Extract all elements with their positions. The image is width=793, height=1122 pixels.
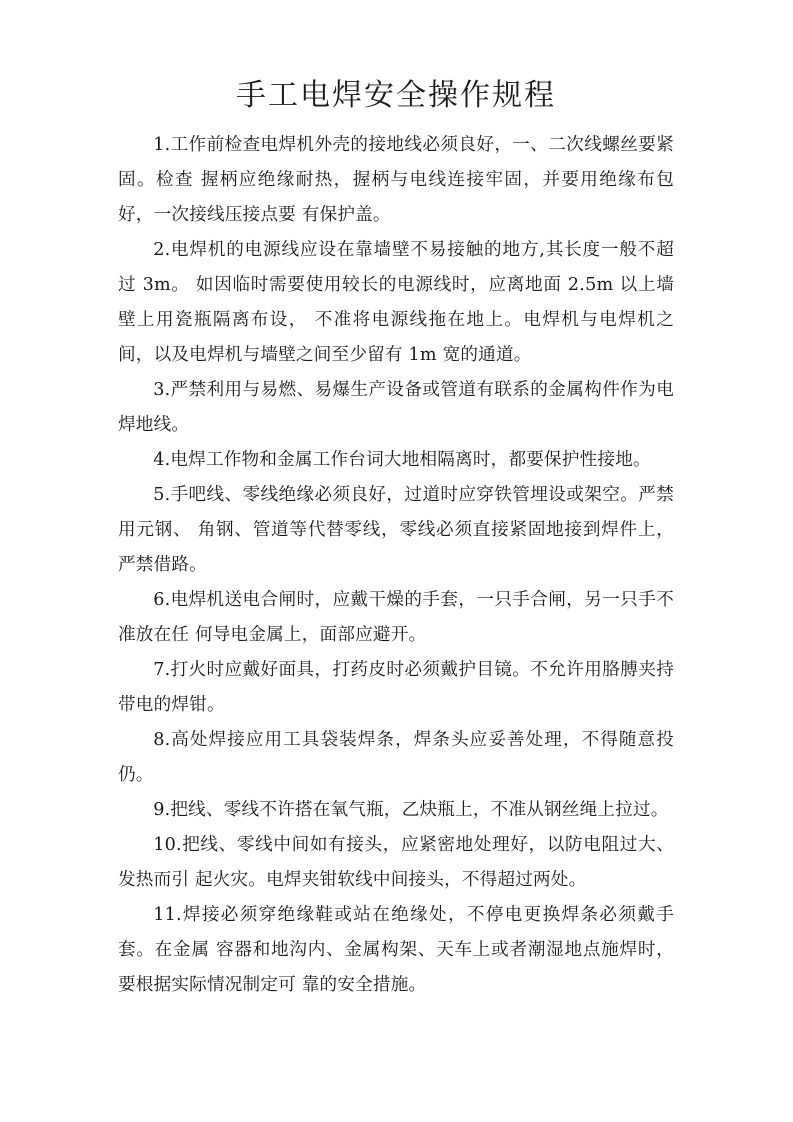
rule-paragraph-8: 8.高处焊接应用工具袋装焊条，焊条头应妥善处理，不得随意投仍。 [118,730,674,785]
rule-paragraph-9: 9.把线、零线不许搭在氧气瓶，乙炔瓶上，不准从钢丝绳上拉过。 [153,800,669,820]
rule-paragraph-7: 7.打火时应戴好面具，打药皮时必须戴护目镜。不允许用胳膊夹持带电的焊钳。 [118,660,674,715]
rule-paragraph-6: 6.电焊机送电合闸时，应戴干燥的手套，一只手合闸，另一只手不准放在任 何导电金属上，面部应避开。 [118,590,674,645]
rule-paragraph-1: 1.工作前检查电焊机外壳的接地线必须良好，一、二次线螺丝要紧固。检查 握柄应绝缘耐热，握柄与电线连接牢固，并要用绝缘布包好，一次接线压接点要 有保护盖。 [118,135,674,225]
rule-paragraph-10: 10.把线、零线中间如有接头，应紧密地处理好，以防电阻过大、发热而引 起火灾。电焊夹钳软线中间接头，不得超过两处。 [118,835,674,890]
document-page [118,72,674,1003]
rule-paragraph-3: 3.严禁利用与易燃、易爆生产设备或管道有联系的金属构件作为电焊地线。 [118,380,674,435]
rule-paragraph-2: 2.电焊机的电源线应设在靠墙壁不易接触的地方,其长度一般不超过 3m。 如因临时需要使用较长的电源线时，应离地面 2.5m 以上墙壁上用瓷瓶隔离布设， 不准将电源线拖在地上。电焊机与电焊机之间，以及电焊机与墙壁之间至少留有 1m 宽的通道。 [118,240,674,365]
document-title: 手工电焊安全操作规程 [236,78,556,113]
rule-paragraph-11: 11.焊接必须穿绝缘鞋或站在绝缘处，不停电更换焊条必须戴手套。在金属 容器和地沟内、金属构架、天车上或者潮湿地点施焊时，要根据实际情况制定可 靠的安全措施。 [118,905,674,995]
rule-paragraph-4: 4.电焊工作物和金属工作台词大地相隔离时，都要保护性接地。 [153,450,651,470]
rule-paragraph-5: 5.手吧线、零线绝缘必须良好，过道时应穿铁管埋设或架空。严禁用元钢、 角钢、管道等代替零线，零线必须直接紧固地接到焊件上，严禁借路。 [118,485,674,575]
